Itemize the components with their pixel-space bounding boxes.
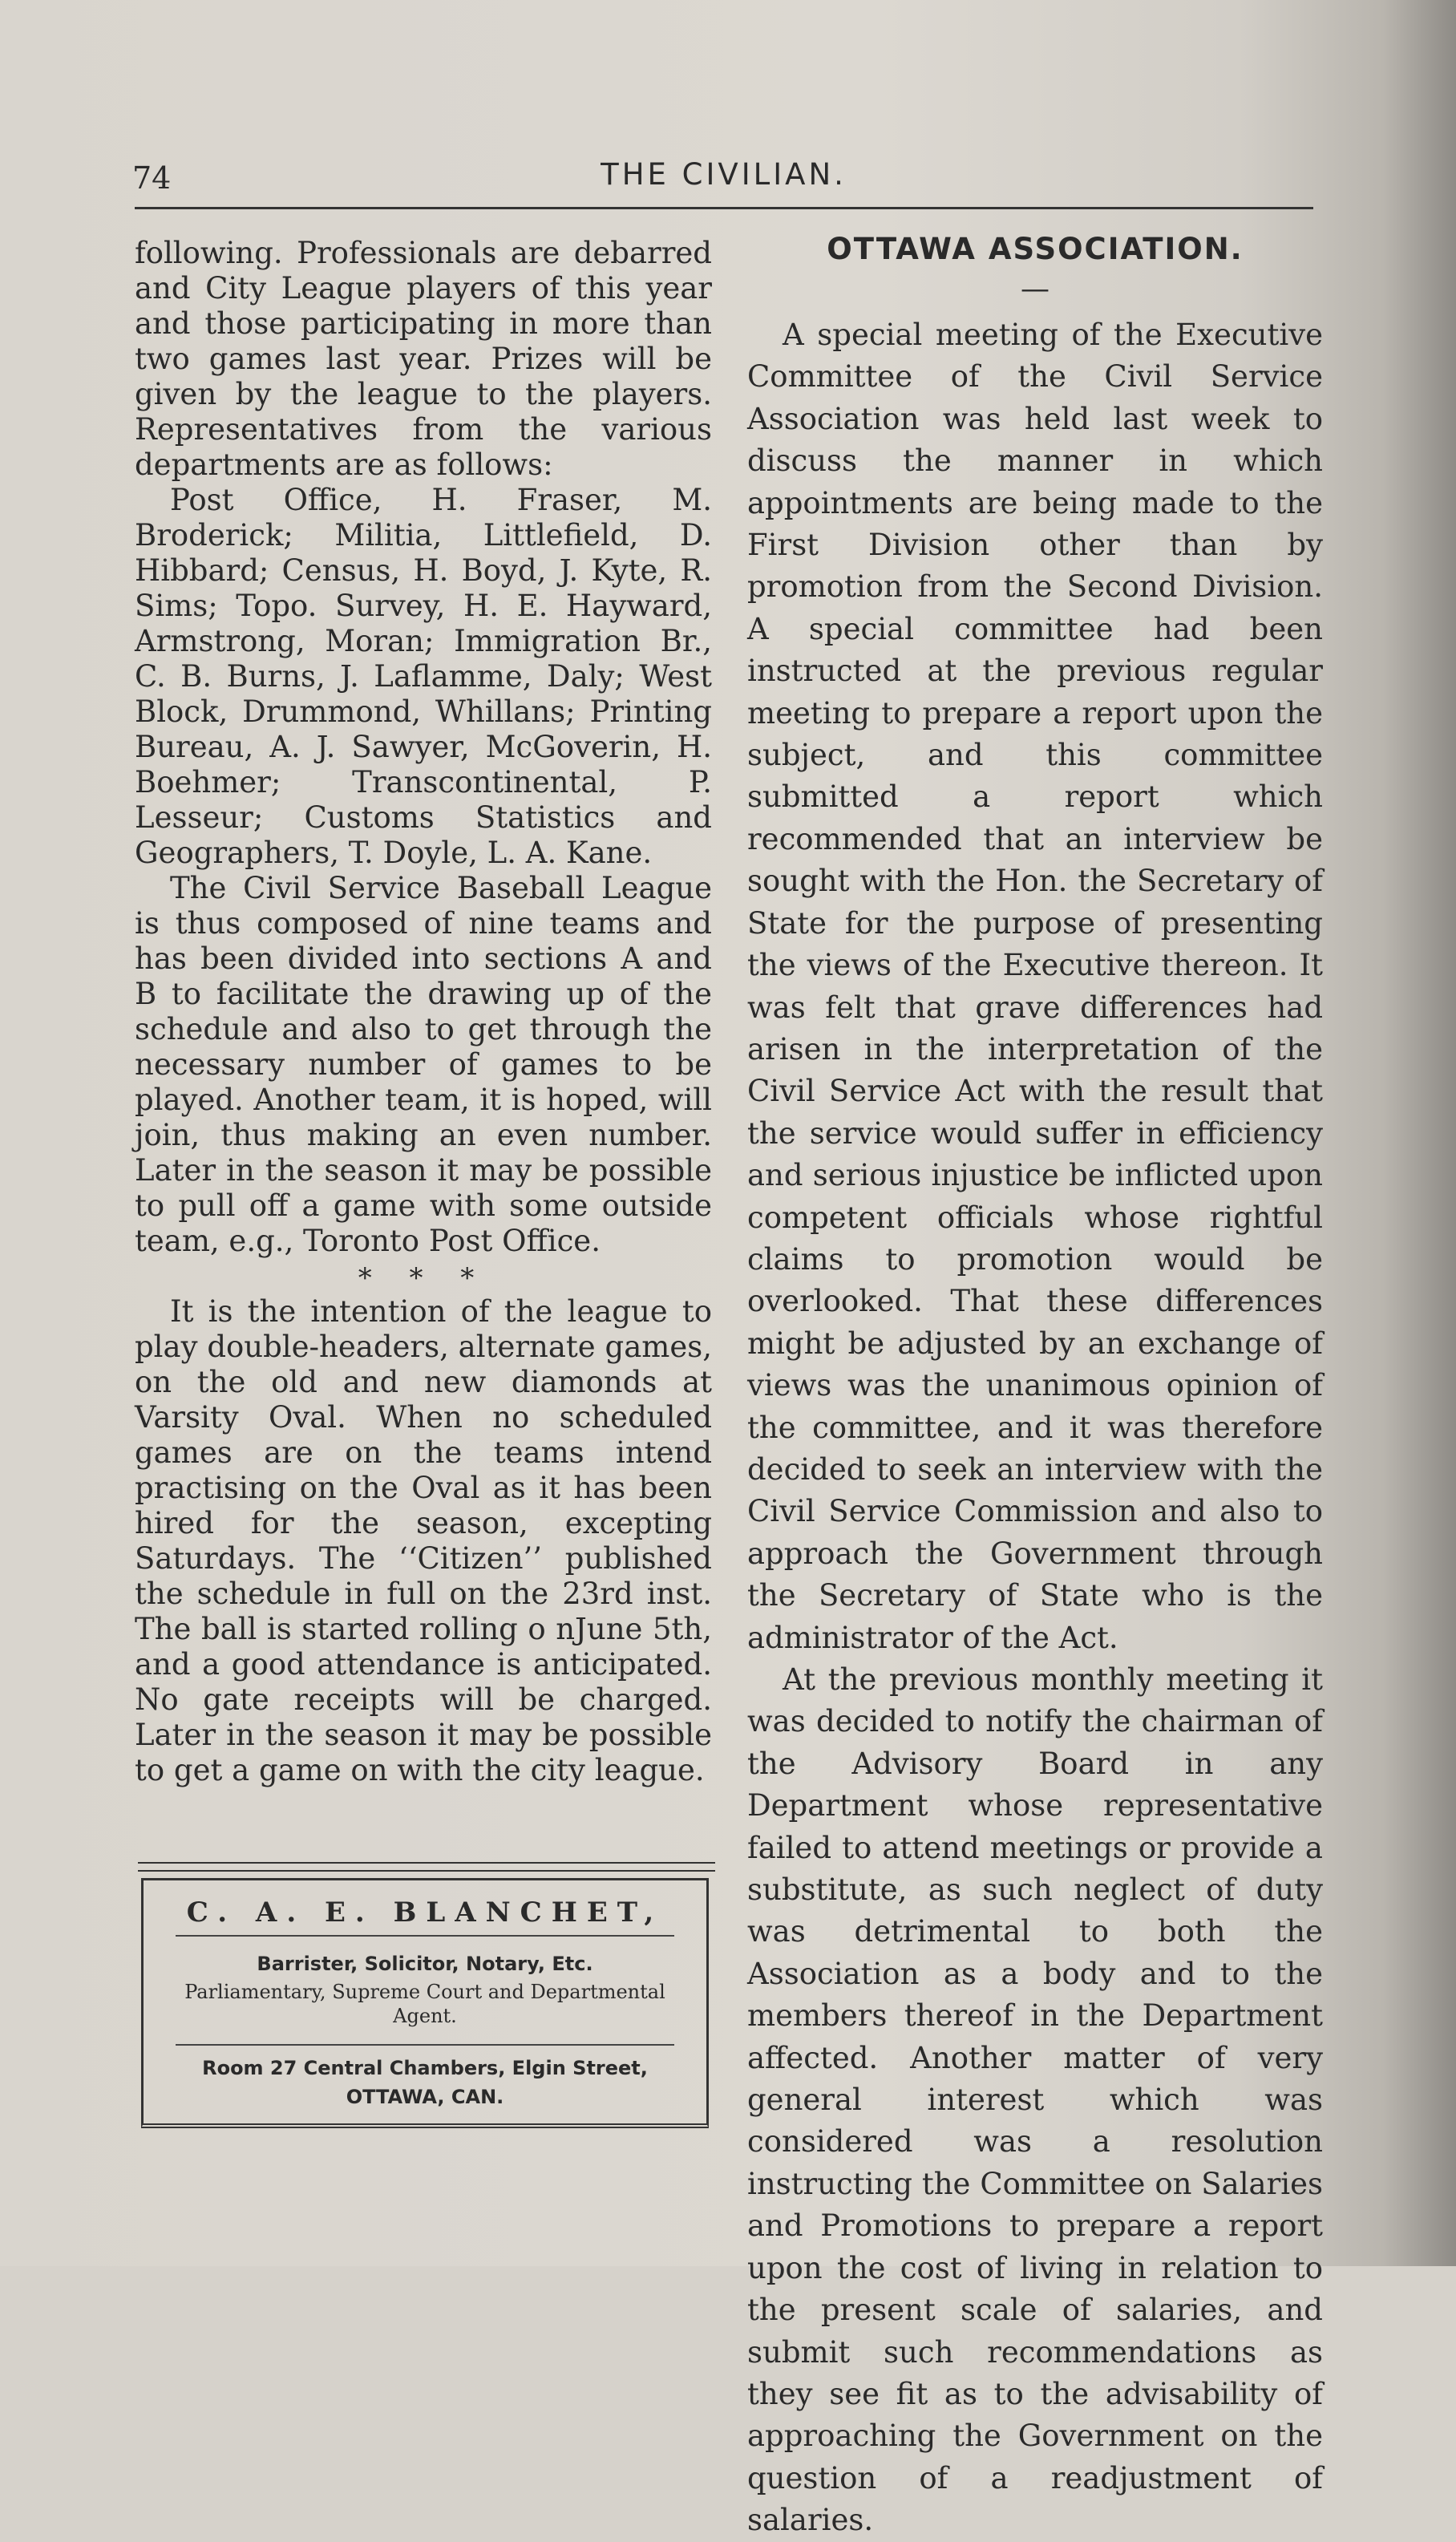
section-separator: * * *	[358, 1262, 489, 1294]
card-divider-bottom	[176, 2044, 674, 2046]
journal-title: THE CIVILIAN.	[601, 157, 847, 192]
left-column	[135, 236, 712, 1788]
baseball-paragraph-4: It is the intention of the league to play double-headers, alternate games, on the old and new diamonds at Varsity Oval. When no scheduled games are on the teams intend practising on the Oval as it has been hired for the season, excepting Saturdays. The ‘‘Citizen’’ published the schedule in full on the 23rd inst. The ball is started rolling o nJune 5th, and a good attendance is anticipated. No gate receipts will be charged. Later in the season it may be possible to get a game on with the city league.	[135, 1294, 712, 1787]
section-title: OTTAWA ASSOCIATION.	[827, 232, 1244, 266]
baseball-paragraph-1: following. Professionals are debarred and City League players of this year and those participating in more than two games last year. Prizes will be given by the league to the players. Representatives from the various departments are as follows:	[135, 236, 712, 482]
baseball-paragraph-2: Post Office, H. Fraser, M. Broderick; Militia, Littlefield, D. Hibbard; Census, H. Boyd, J. Kyte, R. Sims; Topo. Survey, H. E. Hayward, Armstrong, Moran; Immigration Br., C. B. Burns, J. Laflamme, Daly; West Block, Drummond, Whillans; Printing Bureau, A. J. Sawyer, McGoverin, H. Boehmer; Transcontinental, P. Lesseur; Customs Statistics and Geographers, T. Doyle, L. A. Kane.	[135, 483, 712, 870]
page-header	[132, 157, 1315, 205]
card-address: Room 27 Central Chambers, Elgin Street,	[202, 2057, 648, 2079]
page-number: 74	[132, 160, 172, 196]
business-card-advertisement	[141, 1878, 709, 2128]
card-top-rule	[138, 1862, 715, 1872]
title-dash: —	[1021, 273, 1050, 306]
card-name: C. A. E. BLANCHET,	[186, 1896, 664, 1929]
card-divider-top	[176, 1935, 674, 1937]
association-paragraph-1: A special meeting of the Executive Committee of the Civil Service Association was held last week to discuss the manner in which appointments are being made to the First Division other than by promotion from the Second Division. A special committee had been instructed at the previous regular meeting to prepare a report upon the subject, and this committee submitted a report which recommended that an interview be sought with the Hon. the Secretary of State for the purpose of presenting the views of the Executive thereon. It was felt that grave differences had arisen in the interpretation of the Civil Service Act with the result that the service would suffer in efficiency and serious injustice be inflicted upon competent officials whose rightful claims to promotion would be overlooked. That these differences might be adjusted by an exchange of views was the unanimous opinion of the committee, and it was therefore decided to seek an interview with the Civil Service Commission and also to approach the Government through the Secretary of State who is the administrator of the Act.	[747, 318, 1323, 1655]
right-column	[747, 229, 1323, 2542]
card-agent: Parliamentary, Supreme Court and Departmental Agent.	[184, 1981, 665, 2027]
card-profession: Barrister, Solicitor, Notary, Etc.	[257, 1953, 593, 1975]
card-city: OTTAWA, CAN.	[346, 2086, 504, 2108]
baseball-paragraph-3: The Civil Service Baseball League is thus composed of nine teams and has been divided into sections A and B to facilitate the drawing up of the schedule and also to get through the necessary number of games to be played. Another team, it is hoped, will join, thus making an even number. Later in the season it may be possible to pull off a game with some outside team, e.g., Toronto Post Office.	[135, 871, 712, 1258]
association-paragraph-2: At the previous monthly meeting it was decided to notify the chairman of the Advisory Board in any Department whose representative failed to attend meetings or provide a substitute, as such neglect of duty was detrimental to both the Association as a body and to the members thereof in the Department affected. Another matter of very general interest which was considered was a resolution instructing the Committee on Salaries and Promotions to prepare a report upon the cost of living in relation to the present scale of salaries, and submit such recommendations as they see fit as to the advisability of approaching the Government on the question of a readjustment of salaries.	[747, 1662, 1323, 2538]
header-rule	[135, 207, 1313, 209]
